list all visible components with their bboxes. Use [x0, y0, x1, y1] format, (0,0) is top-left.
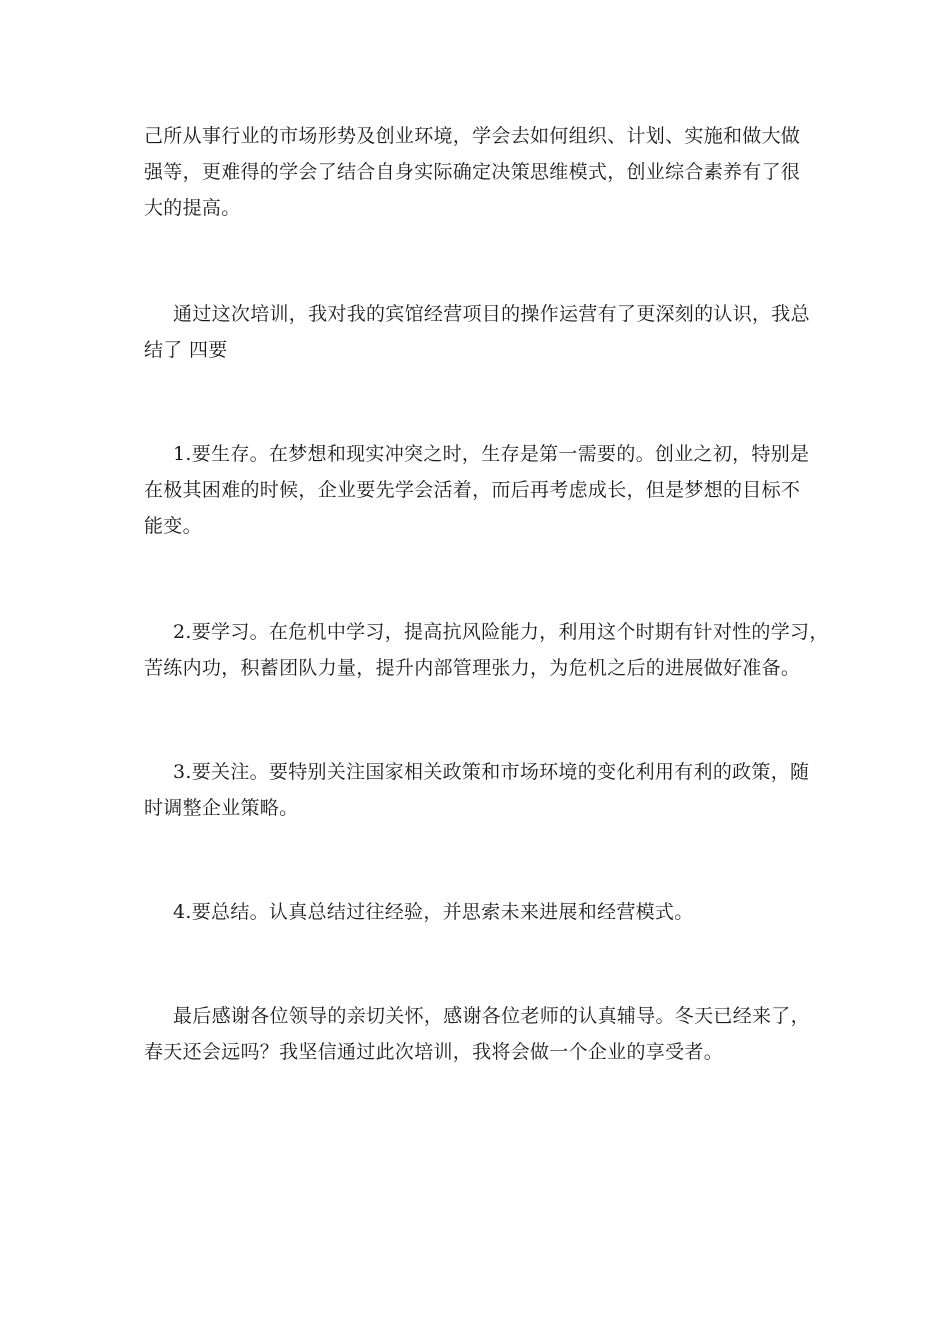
- paragraph-5-line-2: 时调整企业策略。: [144, 797, 299, 819]
- paragraph-4-line-2: 苦练内功，积蓄团队力量，提升内部管理张力，为危机之后的进展做好准备。: [144, 657, 801, 679]
- paragraph-7-line-2: 春天还会远吗？我坚信通过此次培训，我将会做一个企业的享受者。: [144, 1041, 724, 1063]
- paragraph-2-line-2: 结了 四要: [144, 339, 228, 361]
- paragraph-3-line-2: 在极其困难的时候，企业要先学会活着，而后再考虑成长，但是梦想的目标不: [144, 479, 801, 501]
- paragraph-7-line-1: 最后感谢各位领导的亲切关怀，感谢各位老师的认真辅导。冬天已经来了，: [173, 1005, 810, 1027]
- paragraph-1-line-2: 强等，更难得的学会了结合自身实际确定决策思维模式，创业综合素养有了很: [144, 161, 801, 183]
- paragraph-3-line-1: 1.要生存。在梦想和现实冲突之时，生存是第一需要的。创业之初，特别是: [173, 443, 810, 465]
- paragraph-1-line-1: 己所从事行业的市场形势及创业环境，学会去如何组织、计划、实施和做大做: [144, 125, 801, 147]
- paragraph-6-line-1: 4.要总结。认真总结过往经验，并思索未来进展和经营模式。: [173, 901, 694, 923]
- paragraph-2-line-1: 通过这次培训，我对我的宾馆经营项目的操作运营有了更深刻的认识，我总: [173, 303, 810, 325]
- paragraph-4-line-1: 2.要学习。在危机中学习，提高抗风险能力，利用这个时期有针对性的学习，: [173, 621, 829, 643]
- paragraph-3-line-3: 能变。: [144, 515, 202, 537]
- paragraph-1-line-3: 大的提高。: [144, 197, 241, 219]
- paragraph-5-line-1: 3.要关注。要特别关注国家相关政策和市场环境的变化利用有利的政策，随: [173, 761, 810, 783]
